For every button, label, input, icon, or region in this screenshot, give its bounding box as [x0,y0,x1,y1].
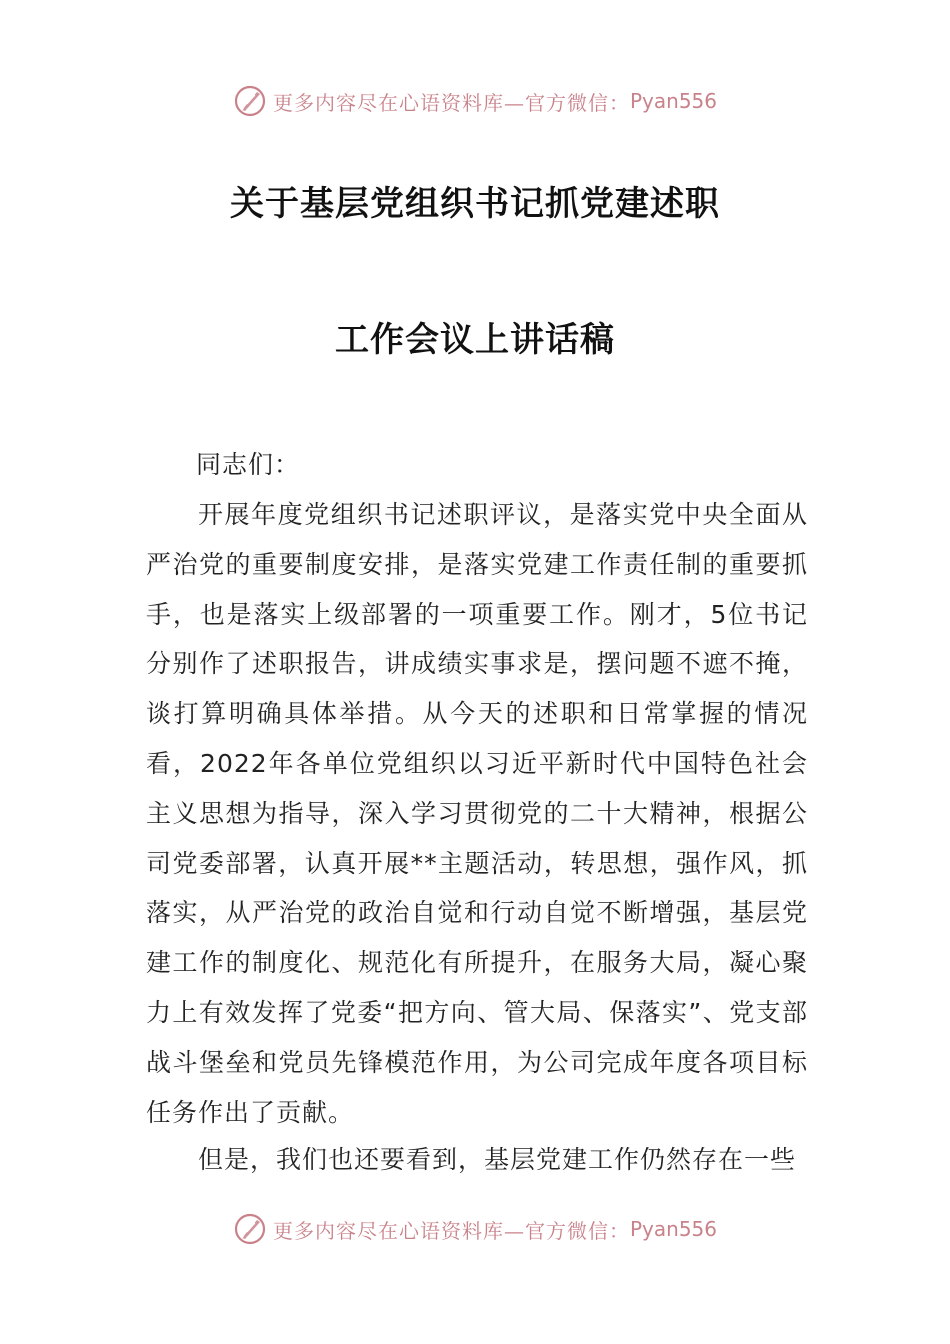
watermark-wechat-id: Pyan556 [629,89,717,113]
watermark-text: 更多内容尽在心语资料库—官方微信： [272,90,630,115]
watermark-wechat-id: Pyan556 [629,1217,717,1241]
salutation: 同志们： [196,450,301,479]
watermark-footer [0,1212,950,1246]
paragraph-1: 开展年度党组织书记述职评议，是落实党中央全面从严治党的重要制度安排，是落实党建工作责任制的重要抓手，也是落实上级部署的一项重要工作。刚才，5位书记分别作了述职报告，讲成绩实事求是，摆问题不遮不掩，谈打算明确具体举措。从今天的述职和日常掌握的情况看，2022年各单位党组织以习近平新时代中国特色社会主义思想为指导，深入学习贯彻党的二十大精神，根据公司党委部署，认真开展**主题活动，转思想，强作风，抓落实，从严治党的政治自觉和行动自觉不断增强，基层党建工作的制度化、规范化有所提升，在服务大局，凝心聚力上有效发挥了党委“把方向、管大局、保落实”、党支部战斗堡垒和党员先锋模范作用，为公司完成年度各项目标任务作出了贡献。 [146,500,808,1127]
quill-pen-logo-icon [233,1212,267,1246]
document-title-line-2: 工作会议上讲话稿 [335,320,615,360]
watermark-header [0,84,950,118]
quill-pen-logo-icon [233,84,267,118]
document-title-line-1: 关于基层党组织书记抓党建述职 [230,184,720,224]
watermark-text: 更多内容尽在心语资料库—官方微信： [272,1218,630,1243]
paragraph-2: 但是，我们也还要看到，基层党建工作仍然存在一些 [198,1145,797,1174]
